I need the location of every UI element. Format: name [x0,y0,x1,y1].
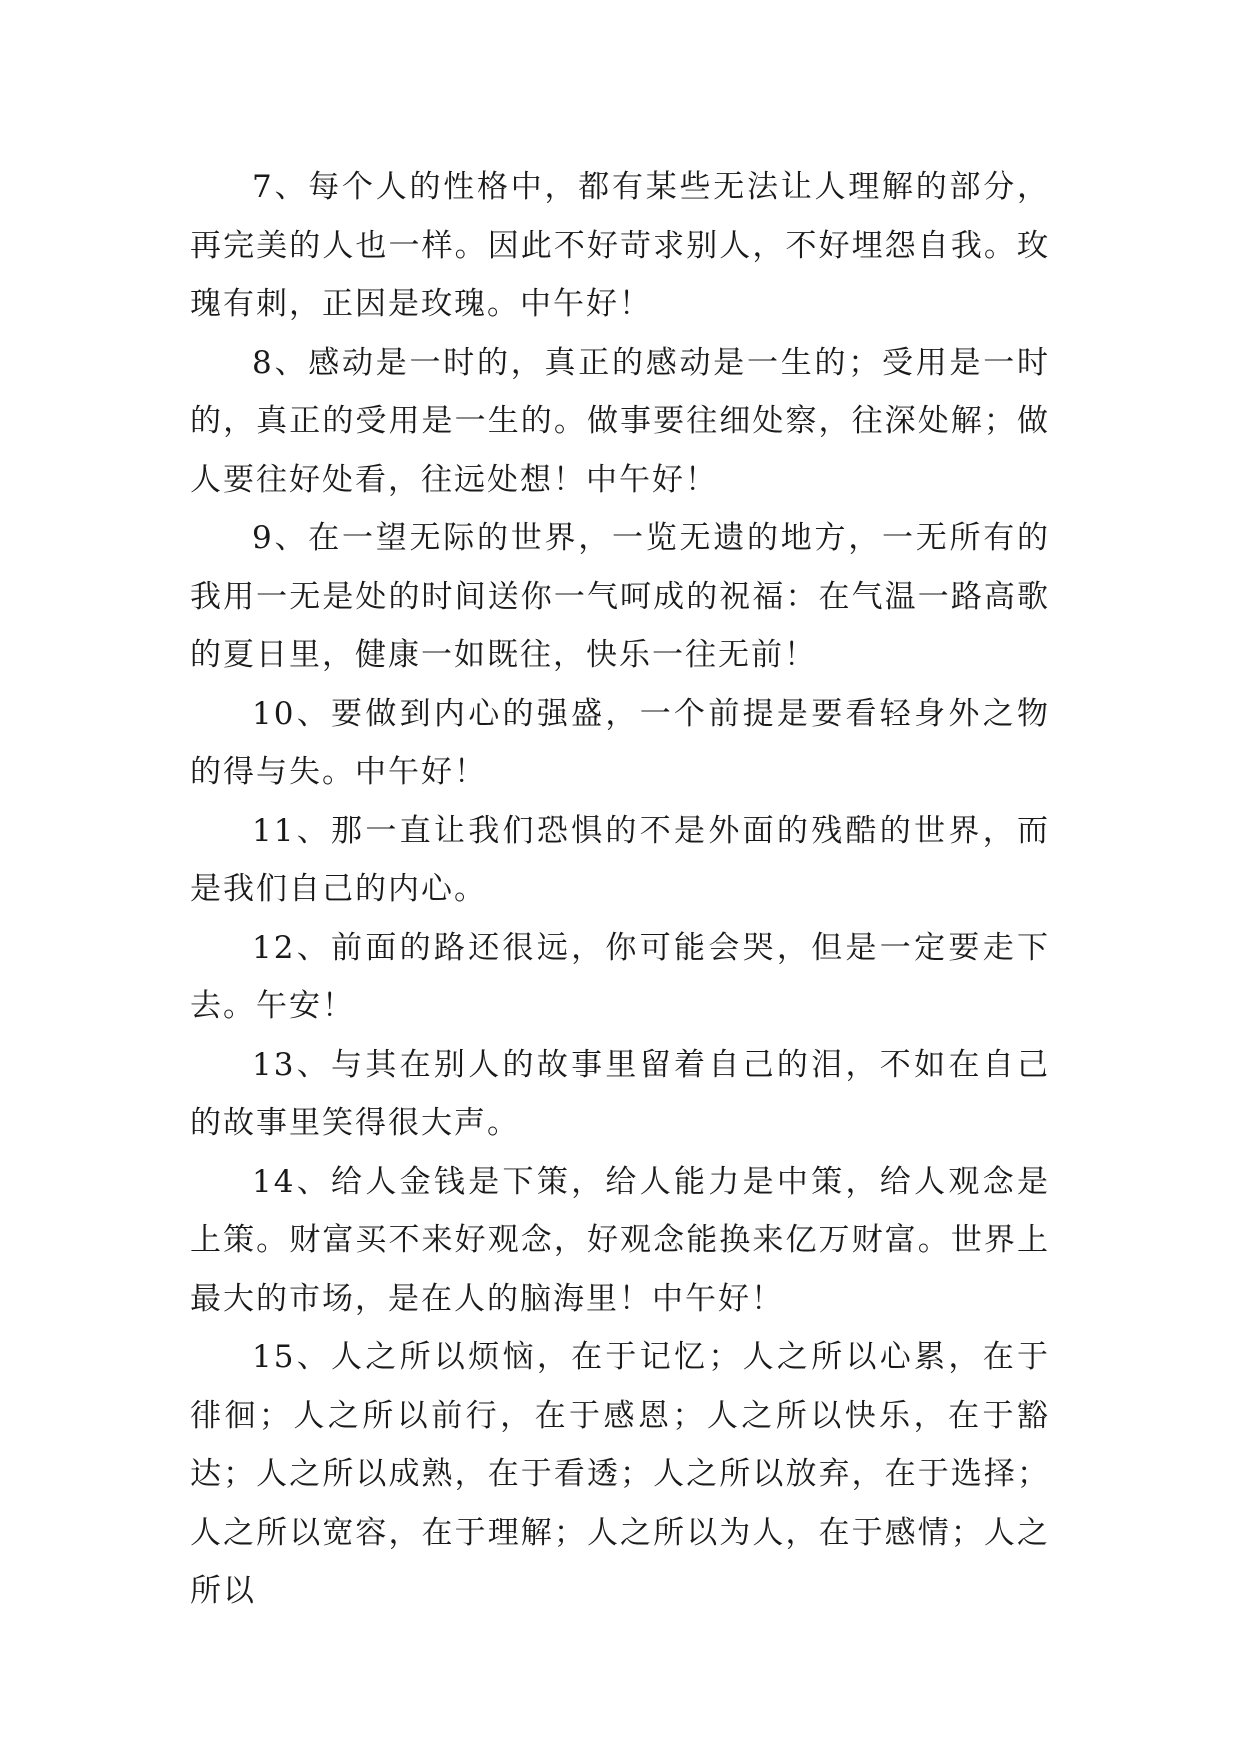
paragraph-12: 12、前面的路还很远，你可能会哭，但是一定要走下去。午安！ [190,929,1050,1024]
paragraph-8: 8、感动是一时的，真正的感动是一生的；受用是一时的，真正的受用是一生的。做事要往细处察，往深处解；做人要往好处看，往远处想！中午好！ [190,344,1050,498]
paragraph-13: 13、与其在别人的故事里留着自己的泪，不如在自己的故事里笑得很大声。 [190,1046,1050,1141]
paragraph-9: 9、在一望无际的世界，一览无遗的地方，一无所有的我用一无是处的时间送你一气呵成的祝福：在气温一路高歌的夏日里，健康一如既往，快乐一往无前！ [190,520,1050,673]
document-body [190,158,1050,1621]
paragraph-7: 7、每个人的性格中，都有某些无法让人理解的部分，再完美的人也一样。因此不好苛求别人，不好埋怨自我。玫瑰有刺，正因是玫瑰。中午好！ [190,169,1050,322]
paragraph-15: 15、人之所以烦恼，在于记忆；人之所以心累，在于徘徊；人之所以前行，在于感恩；人之所以快乐，在于豁达；人之所以成熟，在于看透；人之所以放弃，在于选择；人之所以宽容，在于理解；人之所以为人，在于感情；人之所以 [190,1339,1050,1609]
paragraph-14: 14、给人金钱是下策，给人能力是中策，给人观念是上策。财富买不来好观念，好观念能换来亿万财富。世界上最大的市场，是在人的脑海里！中午好！ [190,1163,1050,1317]
paragraph-11: 11、那一直让我们恐惧的不是外面的残酷的世界，而是我们自己的内心。 [190,812,1050,907]
paragraph-10: 10、要做到内心的强盛，一个前提是要看轻身外之物的得与失。中午好！ [190,695,1050,790]
